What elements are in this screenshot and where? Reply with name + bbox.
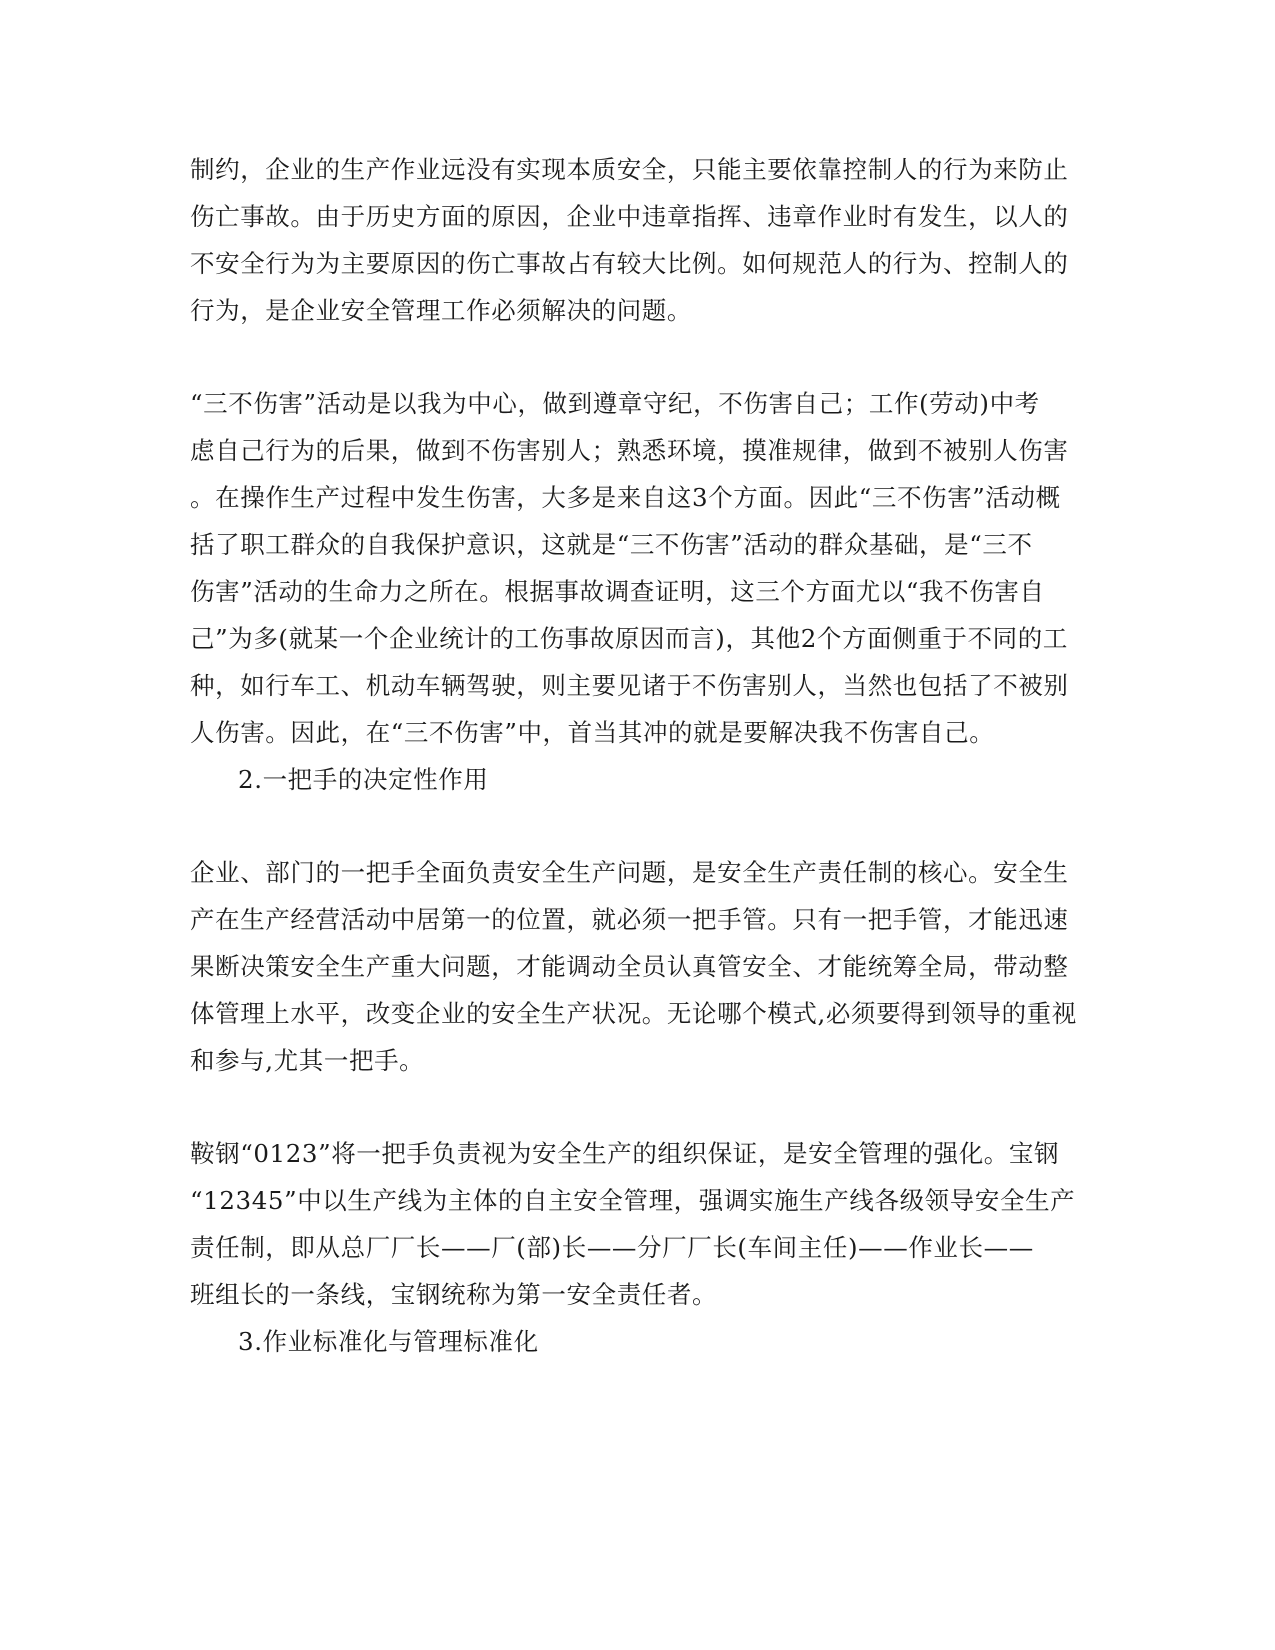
paragraph-2-line-6: 己”为多(就某一个企业统计的工伤事故原因而言)，其他2个方面侧重于不同的工 <box>190 624 1068 653</box>
paragraph-1-line-3: 不安全行为为主要原因的伤亡事故占有较大比例。如何规范人的行为、控制人的 <box>190 249 1069 278</box>
paragraph-1-line-2: 伤亡事故。由于历史方面的原因，企业中违章指挥、违章作业时有发生，以人的 <box>190 202 1069 231</box>
paragraph-3-line-2: 产在生产经营活动中居第一的位置，就必须一把手管。只有一把手管，才能迅速 <box>190 905 1069 934</box>
paragraph-2-line-5: 伤害”活动的生命力之所在。根据事故调查证明，这三个方面尤以“我不伤害自 <box>190 577 1045 606</box>
paragraph-2-line-8: 人伤害。因此，在“三不伤害”中，首当其冲的就是要解决我不伤害自己。 <box>190 718 995 747</box>
section-heading-3: 3.作业标准化与管理标准化 <box>238 1327 539 1356</box>
paragraph-2-line-7: 种，如行车工、机动车辆驾驶，则主要见诸于不伤害别人，当然也包括了不被别 <box>190 671 1069 700</box>
paragraph-1-line-4: 行为，是企业安全管理工作必须解决的问题。 <box>190 296 692 325</box>
paragraph-2-line-4: 括了职工群众的自我保护意识，这就是“三不伤害”活动的群众基础，是“三不 <box>190 530 1033 559</box>
paragraph-4-line-4: 班组长的一条线，宝钢统称为第一安全责任者。 <box>190 1280 718 1309</box>
paragraph-4-line-2: “12345”中以生产线为主体的自主安全管理，强调实施生产线各级领导安全生产 <box>190 1186 1076 1215</box>
paragraph-2-line-3: 。在操作生产过程中发生伤害，大多是来自这3个方面。因此“三不伤害”活动概 <box>190 483 1061 512</box>
paragraph-2-line-2: 虑自己行为的后果，做到不伤害别人；熟悉环境，摸准规律，做到不被别人伤害 <box>190 436 1069 465</box>
paragraph-1-line-1: 制约，企业的生产作业远没有实现本质安全，只能主要依靠控制人的行为来防止 <box>190 155 1069 184</box>
paragraph-4-line-1: 鞍钢“0123”将一把手负责视为安全生产的组织保证，是安全管理的强化。宝钢 <box>190 1139 1060 1168</box>
section-heading-2: 2.一把手的决定性作用 <box>238 765 489 794</box>
paragraph-3-line-3: 果断决策安全生产重大问题，才能调动全员认真管安全、才能统筹全局，带动整 <box>190 952 1069 981</box>
paragraph-3-line-4: 体管理上水平，改变企业的安全生产状况。无论哪个模式,必须要得到领导的重视 <box>190 999 1077 1028</box>
paragraph-2-line-1: “三不伤害”活动是以我为中心，做到遵章守纪，不伤害自己；工作(劳动)中考 <box>190 389 1040 418</box>
paragraph-3-line-1: 企业、部门的一把手全面负责安全生产问题，是安全生产责任制的核心。安全生 <box>190 858 1069 887</box>
paragraph-4-line-3: 责任制，即从总厂厂长——厂(部)长——分厂厂长(车间主任)——作业长—— <box>190 1233 1034 1262</box>
paragraph-3-line-5: 和参与,尤其一把手。 <box>190 1046 425 1075</box>
